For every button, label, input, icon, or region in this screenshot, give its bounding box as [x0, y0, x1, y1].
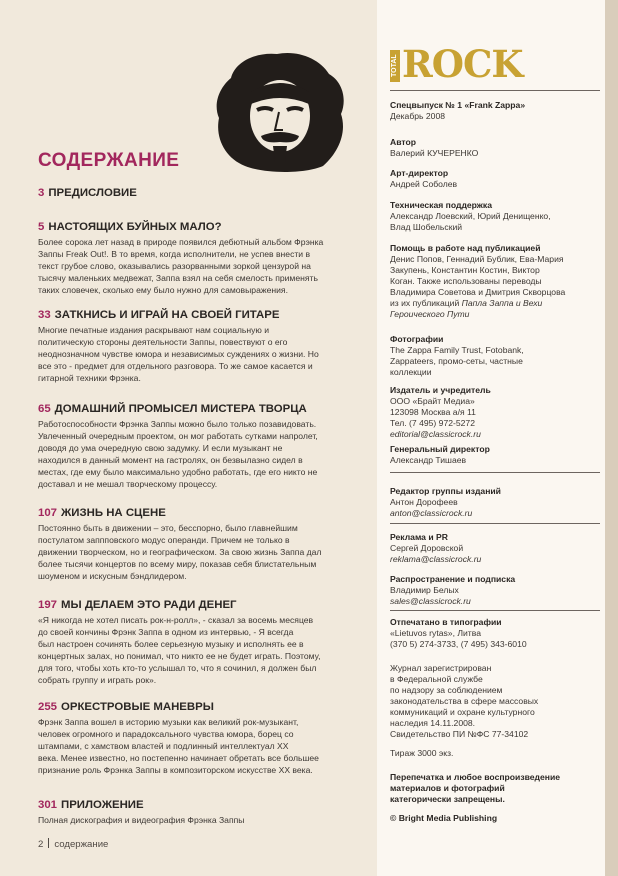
section-summary: Более сорока лет назад в природе появился дебютный альбом Фрэнка Заппы Freak Out!. В то время, когда исполнители, не успев внести в текст грубое слово, оказывались разорванными зоркой цензурой на тысячу маленьких медвежат, Заппа взял на себя смелость применять таких словечек, сколько ему было нужно для самовыражения.: [38, 237, 324, 296]
credit-label: Отпечатано в типографии: [390, 617, 502, 627]
credit-author: [390, 137, 600, 159]
credit-label: Издатель и учредитель: [390, 385, 491, 395]
credit-value: The Zappa Family Trust, Fotobank, Zappateers, промо-сеты, частные коллекции: [390, 345, 524, 377]
toc-section: [38, 186, 370, 200]
portrait-illustration: [205, 48, 355, 176]
credit-value: «Lietuvos rytas», Литва (370 5) 274-3733, (7 495) 343-6010: [390, 628, 527, 649]
contents-title: СОДЕРЖАНИЕ: [38, 150, 180, 171]
section-heading: [38, 798, 370, 812]
section-heading: [38, 220, 370, 234]
toc-section: [38, 506, 370, 582]
imprint-rule: [390, 610, 600, 611]
reprint-notice: [390, 772, 600, 805]
section-page-number: 255: [38, 701, 58, 713]
credit-label: Распространение и подписка: [390, 574, 516, 584]
credit-email: editorial@classicrock.ru: [390, 429, 481, 439]
page-edge: [605, 0, 618, 876]
credit-value: Антон Дорофеев: [390, 497, 458, 507]
section-heading: [38, 402, 370, 416]
print-run: [390, 748, 600, 759]
section-page-number: 3: [38, 187, 45, 199]
print-run-text: Тираж 3000 экз.: [390, 748, 454, 758]
registration-info: [390, 663, 600, 740]
footer-label: содержание: [54, 839, 109, 850]
page-number: 2: [38, 839, 44, 850]
credit-value: Валерий КУЧЕРЕНКО: [390, 148, 479, 158]
toc-section: [38, 798, 370, 826]
section-title: ДОМАШНИЙ ПРОМЫСЕЛ МИСТЕРА ТВОРЦА: [54, 403, 307, 415]
section-page-number: 65: [38, 403, 51, 415]
credit-label: Арт-директор: [390, 168, 449, 178]
credit-label: Редактор группы изданий: [390, 486, 501, 496]
section-summary: Постоянно быть в движении – это, бесспорно, было главнейшим постулатом заппповского модус операнди. Причем не только в движении творческом, но и географическом. За свою жизнь Заппа дал более тысячи концертов по всему миру, показав себя блистательным шоуменом и искусным бэндлидером.: [38, 523, 322, 582]
logo-word: ROCK: [402, 42, 523, 86]
credit-value: Андрей Соболев: [390, 179, 458, 189]
credit-art-director: [390, 168, 600, 190]
section-summary: Фрэнк Заппа вошел в историю музыки как великий рок-музыкант, человек огромного и парадоксального чувства юмора, борец со штампами, с хамством властей и подлинный интеллектуал XX века. Менее известно, но постепенно начинает обретать все большее признание роль Фрэнка Заппы в композиторском искусстве XX века.: [38, 717, 319, 776]
credit-distribution: [390, 574, 600, 607]
section-heading: [38, 186, 370, 200]
credit-value: Александр Тишаев: [390, 455, 467, 465]
issue-info: [390, 100, 600, 122]
issue-title: Спецвыпуск № 1 «Frank Zappa»: [390, 100, 526, 110]
credit-value: [390, 254, 600, 320]
section-title: ЖИЗНЬ НА СЦЕНЕ: [61, 507, 166, 519]
credit-photos: [390, 334, 600, 378]
credit-value: Александр Лоевский, Юрий Денищенко, Влад Шобельский: [390, 211, 551, 232]
section-title: ОРКЕСТРОВЫЕ МАНЕВРЫ: [61, 701, 214, 713]
credit-label: Автор: [390, 137, 416, 147]
credit-general-director: [390, 444, 600, 466]
credit-value: Сергей Доровской: [390, 543, 464, 553]
section-heading: [38, 700, 370, 714]
credit-label: Фотографии: [390, 334, 444, 344]
credit-printing: [390, 617, 600, 650]
section-title: НАСТОЯЩИХ БУЙНЫХ МАЛО?: [48, 221, 222, 233]
reprint-text: Перепечатка и любое воспроизведение материалов и фотографий категорически запрещены.: [390, 772, 561, 804]
credit-label: Техническая поддержка: [390, 200, 492, 210]
credit-value: ООО «Брайт Медиа» 123098 Москва а/я 11 Тел. (7 495) 972-5272: [390, 396, 476, 428]
credit-publisher: [390, 385, 600, 440]
logo-total: TOTAL: [390, 50, 400, 82]
issue-date: Декабрь 2008: [390, 111, 446, 121]
section-heading: [38, 506, 370, 520]
section-page-number: 197: [38, 599, 58, 611]
footer-divider: [48, 838, 49, 848]
section-title: МЫ ДЕЛАЕМ ЭТО РАДИ ДЕНЕГ: [61, 599, 237, 611]
imprint-rule: [390, 523, 600, 524]
section-title: ЗАТКНИСЬ И ИГРАЙ НА СВОЕЙ ГИТАРЕ: [54, 309, 280, 321]
section-summary: «Я никогда не хотел писать рок-н-ролл», - сказал за восемь месяцев до своей кончины Фрэнк Заппа в одном из интервью, - Я всегда был настроен сочинять более серьезную музыку и исполнять ее в концертных залах, но понимал, что никто ее не будет играть. Поэтому, для того, чтобы хоть кто-то услышал то, что я сочинил, я должен был собрать группу и играть рок».: [38, 615, 321, 686]
toc-section: [38, 308, 370, 384]
section-page-number: 5: [38, 221, 45, 233]
logo-rule: [390, 90, 600, 91]
credit-label: Помощь в работе над публикацией: [390, 243, 541, 253]
page-footer: [38, 838, 108, 850]
section-summary: Многие печатные издания раскрывают нам социальную и политическую стороны деятельности Заппы, повествуют о его неоднозначном чувстве юмора и независимых суждениях о жизни. Но все это - предмет для отдельного разговора. То же самое касается и гитарной техники Фрэнка.: [38, 325, 319, 384]
copyright-text: © Bright Media Publishing: [390, 813, 498, 823]
credit-help: [390, 243, 600, 320]
credit-value: Владимир Белых: [390, 585, 459, 595]
help-italic: Папла Заппа и Вехи Героического Пути: [390, 298, 543, 319]
credit-label: Генеральный директор: [390, 444, 490, 454]
help-text: Денис Попов, Геннадий Бублик, Ева-Мария Закупень, Константин Костин, Виктор Коган. Также использованы переводы Владимира Советова и Дмитрия Скворцова из их публикаций: [390, 254, 566, 308]
section-heading: [38, 598, 370, 612]
toc-section: [38, 700, 370, 776]
toc-section: [38, 598, 370, 687]
credit-email: sales@classicrock.ru: [390, 596, 471, 606]
section-heading: [38, 308, 370, 322]
credit-editor: [390, 486, 600, 519]
section-page-number: 107: [38, 507, 58, 519]
credit-email: reklama@classicrock.ru: [390, 554, 482, 564]
copyright: [390, 813, 600, 824]
section-summary: Работоспособности Фрэнка Заппы можно было только позавидовать. Увлеченный очередным проектом, он мог работать сутками напролет, доводя до ума очередную свою задумку. И если музыкант не находился в данный момент на гастролях, он безвылазно сидел в местах, где ему было максимально удобно работать, где его никто не доставал и не мешал творческому процессу.: [38, 419, 318, 490]
registration-text: Журнал зарегистрирован в Федеральной службе по надзору за соблюдением законодательства в сфере массовых коммуникаций и охране культурного наследия 14.11.2008. Свидетельство ПИ №ФС 77-34102: [390, 663, 539, 739]
section-title: ПРИЛОЖЕНИЕ: [61, 799, 144, 811]
section-page-number: 301: [38, 799, 58, 811]
toc-section: [38, 402, 370, 491]
toc-section: [38, 220, 370, 296]
credit-tech-support: [390, 200, 600, 233]
section-summary: Полная дискография и видеография Фрэнка Заппы: [38, 815, 245, 825]
credit-email: anton@classicrock.ru: [390, 508, 473, 518]
magazine-logo: [390, 42, 560, 88]
section-page-number: 33: [38, 309, 51, 321]
credit-label: Реклама и PR: [390, 532, 448, 542]
credit-ads: [390, 532, 600, 565]
section-title: ПРЕДИСЛОВИЕ: [48, 187, 137, 199]
imprint-rule: [390, 472, 600, 473]
